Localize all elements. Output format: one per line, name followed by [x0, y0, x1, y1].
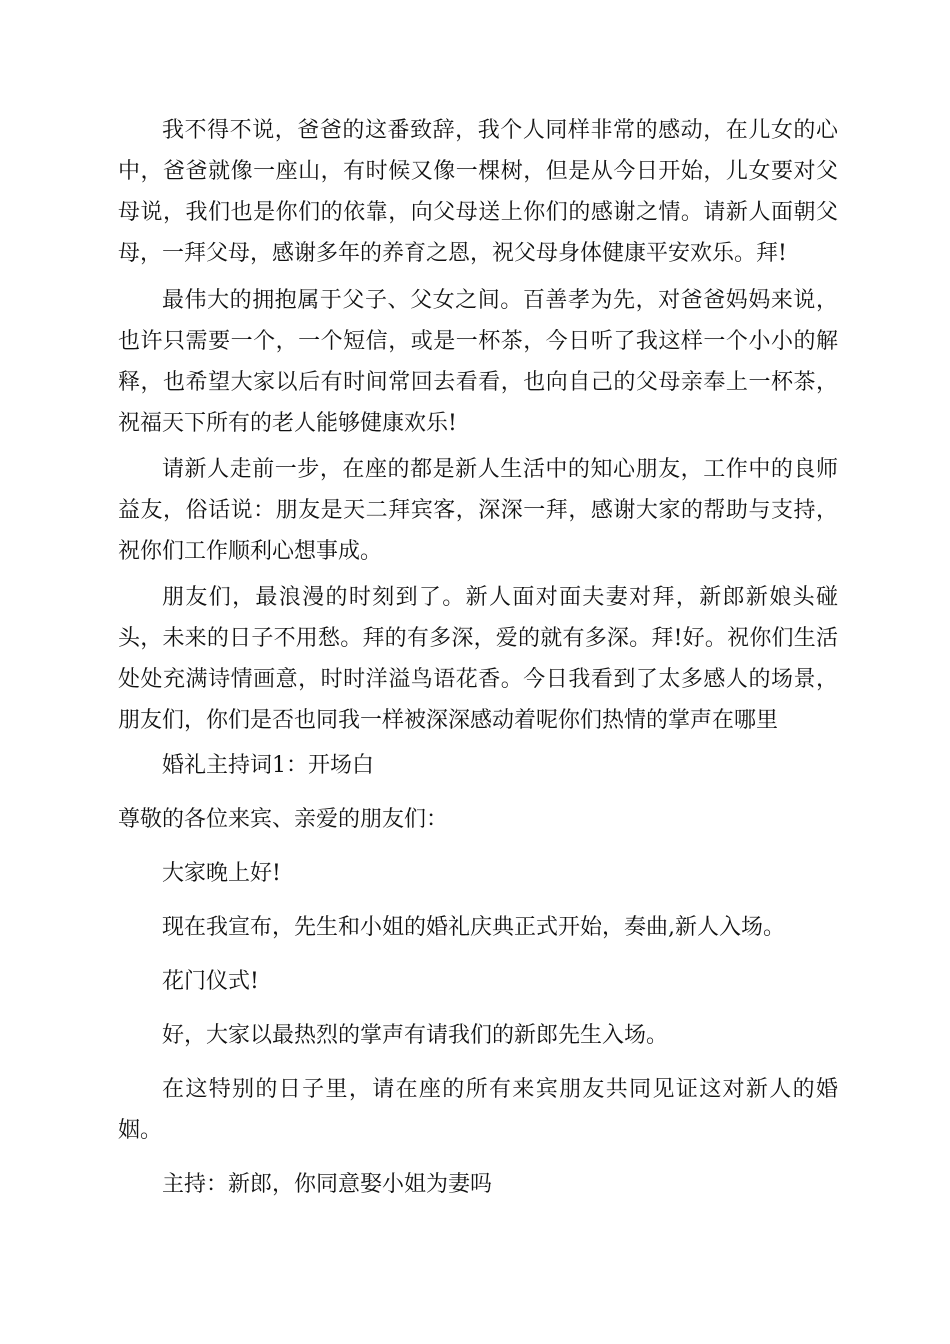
paragraph-witness: 在这特别的日子里，请在座的所有来宾朋友共同见证这对新人的婚姻。 — [118, 1077, 838, 1143]
section-heading: 婚礼主持词1：开场白 — [162, 753, 374, 778]
paragraph-parents-bow: 我不得不说，爸爸的这番致辞，我个人同样非常的感动，在儿女的心中，爸爸就像一座山，有时候又像一棵树，但是从今日开始，儿女要对父母说，我们也是你们的依靠，向父母送上你们的感谢之情。请新人面朝父母，一拜父母，感谢多年的养育之恩，祝父母身体健康平安欢乐。拜! — [118, 118, 838, 266]
paragraph-groom-entrance: 好，大家以最热烈的掌声有请我们的新郎先生入场。 — [162, 1023, 669, 1048]
paragraph-host-question: 主持：新郎，你同意娶小姐为妻吗 — [162, 1172, 493, 1197]
paragraph-embrace: 最伟大的拥抱属于父子、父女之间。百善孝为先，对爸爸妈妈来说，也许只需要一个，一个短信，或是一杯茶，今日听了我这样一个小小的解释，也希望大家以后有时间常回去看看，也向自己的父母亲奉上一杯茶，祝福天下所有的老人能够健康欢乐! — [118, 288, 838, 436]
salutation: 尊敬的各位来宾、亲爱的朋友们： — [118, 807, 449, 832]
paragraph-announcement: 现在我宣布，先生和小姐的婚礼庆典正式开始，奏曲,新人入场。 — [162, 915, 785, 940]
paragraph-flower-gate: 花门仪式! — [162, 969, 259, 994]
paragraph-friends-bow: 请新人走前一步，在座的都是新人生活中的知心朋友，工作中的良师益友，俗话说：朋友是天二拜宾客，深深一拜，感谢大家的帮助与支持，祝你们工作顺利心想事成。 — [118, 457, 838, 564]
greeting: 大家晚上好! — [162, 861, 281, 886]
paragraph-couple-bow: 朋友们，最浪漫的时刻到了。新人面对面夫妻对拜，新郎新娘头碰头，未来的日子不用愁。拜的有多深，爱的就有多深。拜!好。祝你们生活处处充满诗情画意，时时洋溢鸟语花香。今日我看到了太多感人的场景，朋友们，你们是否也同我一样被深深感动着呢你们热情的掌声在哪里 — [118, 585, 838, 733]
